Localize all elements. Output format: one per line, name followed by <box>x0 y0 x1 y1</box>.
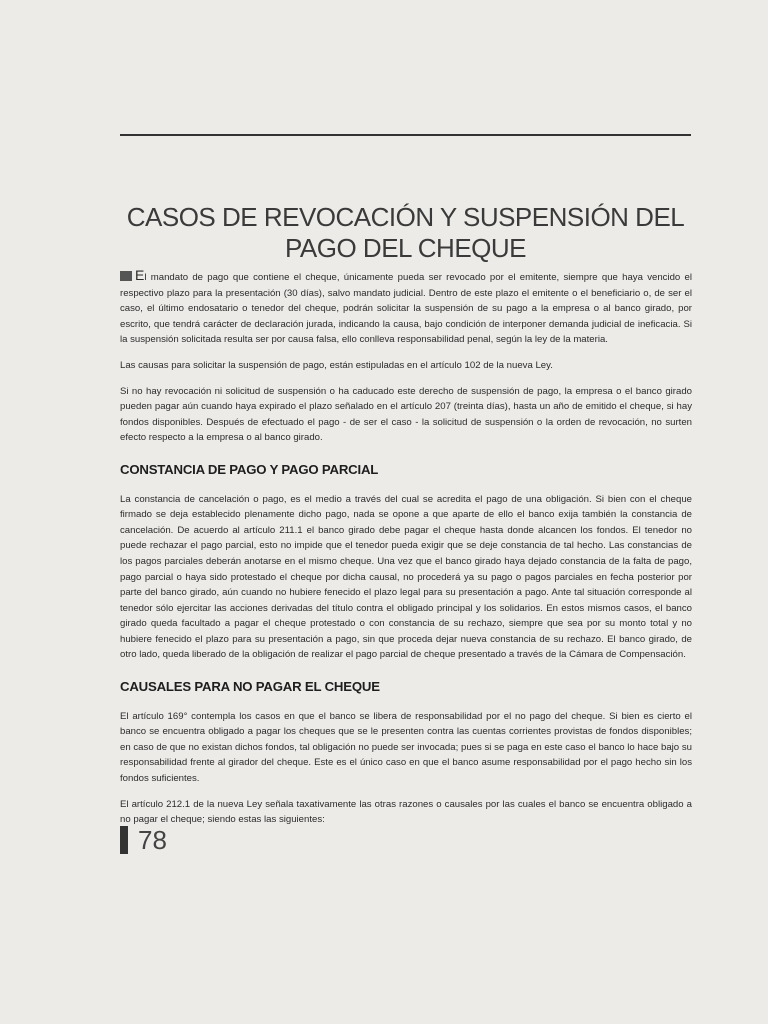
page-number: 78 <box>138 824 167 855</box>
paragraph-marker-icon <box>120 271 132 281</box>
section-heading-causales: CAUSALES PARA NO PAGAR EL CHEQUE <box>120 679 380 695</box>
section-causales-text-1: El artículo 169° contempla los casos en que el banco se libera de responsabilidad por el no pago del cheque. Si bien es cierto el banco se encuentra obligado a pagar los cheques que se le presenten contra las cuentas corrientes provistas de fondos disponibles; en caso de que no existan dichos fondos, tal obligación no puede ser invocada; pues si se paga en este caso el banco lo hace bajo su responsabilidad frente al girador del cheque. Este es el único caso en que el banco asume responsabilidad por el pago hecho sin los fondos suficientes. <box>120 710 692 785</box>
section-constancia-text: La constancia de cancelación o pago, es el medio a través del cual se acredita el pago de una obligación. Si bien con el cheque firmado se deja establecido plenamente dicho pago, nada se opone a que aparte de ello el banco exija también la constancia de cancelación. De acuerdo al artículo 211.1 el banco girado debe pagar el cheque hasta donde alcancen los fondos. El tenedor no puede rechazar el pago parcial, esto no impide que el tenedor pueda exigir que se deje constancia de tal hecho. Las constancias de los pagos parciales deberán anotarse en el mismo cheque. Una vez que el banco girado haya dejado constancia de la falta de pago, pago parcial o haya sido protestado el cheque por dicha causal, no procederá ya su pago o pagos parciales en fecha posterior por parte del banco girado, aún cuando no hubiere fenecido el plazo legal para su presentación a pago. Ante tal situación corresponde al tenedor sólo ejercitar las acciones derivadas del título contra el obligado principal y los solidarios. En estos mismos casos, el banco girado queda facultado a pagar el cheque protestado o con constancia de su rechazo, siempre que sea por su monto total y no hubiere fenecido el plazo para su presentación a pago, sin que proceda dejar nueva constancia de su rechazo. El banco girado, de otro lado, queda liberado de la obligación de realizar el pago parcial de cheque presentado a través de la Cámara de Compensación. <box>120 493 692 661</box>
top-rule <box>120 134 691 136</box>
page-title-line-2: PAGO DEL CHEQUE <box>285 233 526 263</box>
intro-paragraph <box>120 268 692 348</box>
page-title-line-1: CASOS DE REVOCACIÓN Y SUSPENSIÓN DEL <box>126 202 685 232</box>
paragraph-causes: Las causas para solicitar la suspensión de pago, están estipuladas en el artículo 102 de la nueva Ley. <box>120 359 553 371</box>
page-number-bar <box>120 826 128 854</box>
dropcap-letter: E <box>135 267 145 283</box>
section-causales-text-2: El artículo 212.1 de la nueva Ley señala taxativamente las otras razones o causales por las cuales el banco se encuentra obligado a no pagar el cheque; siendo estas las siguientes: <box>120 798 692 826</box>
intro-text: l mandato de pago que contiene el cheque, únicamente pueda ser revocado por el emitente, siempre que haya vencido el respectivo plazo para la presentación (30 días), salvo mandato judicial. Dentro de este plazo el emitente o el beneficiario o, de ser el caso, el último endosatario o tenedor del cheque, podrán solicitar la suspensión de su pago a la empresa o al banco girado, por escrito, que tendrá carácter de declaración jurada, indicando la causa, bajo condición de interponer demanda judicial de ineficacia. Si la suspensión solicitada resulta ser por causa falsa, ello conlleva responsabilidad penal, según la ley de la materia. <box>120 272 692 346</box>
page-number-block <box>120 825 167 855</box>
main-content <box>120 268 692 838</box>
section-heading-constancia: CONSTANCIA DE PAGO Y PAGO PARCIAL <box>120 461 379 477</box>
paragraph-no-revocation: Si no hay revocación ni solicitud de suspensión o ha caducado este derecho de suspensión de pago, la empresa o el banco girado pueden pagar aún cuando haya expirado el plazo señalado en el artículo 207 (treinta días), hasta un año de emitido el cheque, si hay fondos disponibles. Después de efectuado el pago - de ser el caso - la solicitud de suspensión o la orden de revocación, no surten efecto respecto a la empresa o al banco girado. <box>120 385 692 444</box>
